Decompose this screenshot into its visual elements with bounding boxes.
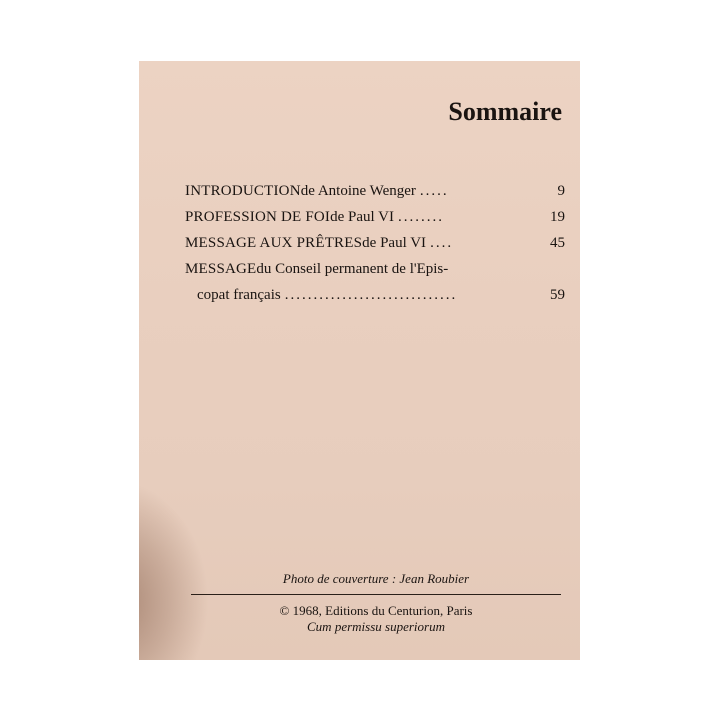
toc-entry-author: de Antoine Wenger [300, 183, 416, 199]
toc-leader: ..... [419, 183, 449, 199]
book-page [139, 61, 580, 660]
toc-entry-title: MESSAGE AUX PRÊTRES [185, 235, 363, 251]
toc-entry [185, 256, 565, 282]
copyright-line: © 1968, Editions du Centurion, Paris [279, 603, 473, 618]
imprimatur-line: Cum permissu superiorum [307, 619, 445, 634]
toc-entry-author: de Paul VI [362, 235, 427, 251]
toc-leader: ........ [398, 209, 444, 225]
toc-page-number: 59 [550, 287, 565, 303]
toc-leader: .... [430, 235, 454, 251]
toc-page-number: 45 [550, 235, 565, 251]
toc-entry [185, 204, 565, 230]
toc-entry [185, 230, 565, 256]
toc-entry-author: de Paul VI [330, 209, 394, 225]
toc-entry-title: PROFESSION DE FOI [185, 209, 331, 225]
toc-entry-title: INTRODUCTION [185, 183, 301, 199]
divider [191, 594, 561, 595]
toc-page-number: 9 [557, 183, 565, 199]
colophon [191, 571, 561, 635]
toc-entry-author-cont: copat français [197, 287, 281, 303]
table-of-contents [185, 178, 565, 308]
page-title: Sommaire [448, 97, 562, 126]
photo-credit: Photo de couverture : Jean Roubier [282, 571, 470, 586]
toc-leader: .............................. [284, 287, 458, 303]
toc-entry [185, 178, 565, 204]
toc-entry-author: du Conseil permanent de l'Epis- [256, 261, 449, 277]
toc-page-number: 19 [550, 209, 565, 225]
toc-entry-continuation [185, 282, 565, 308]
toc-entry-title: MESSAGE [185, 261, 257, 277]
